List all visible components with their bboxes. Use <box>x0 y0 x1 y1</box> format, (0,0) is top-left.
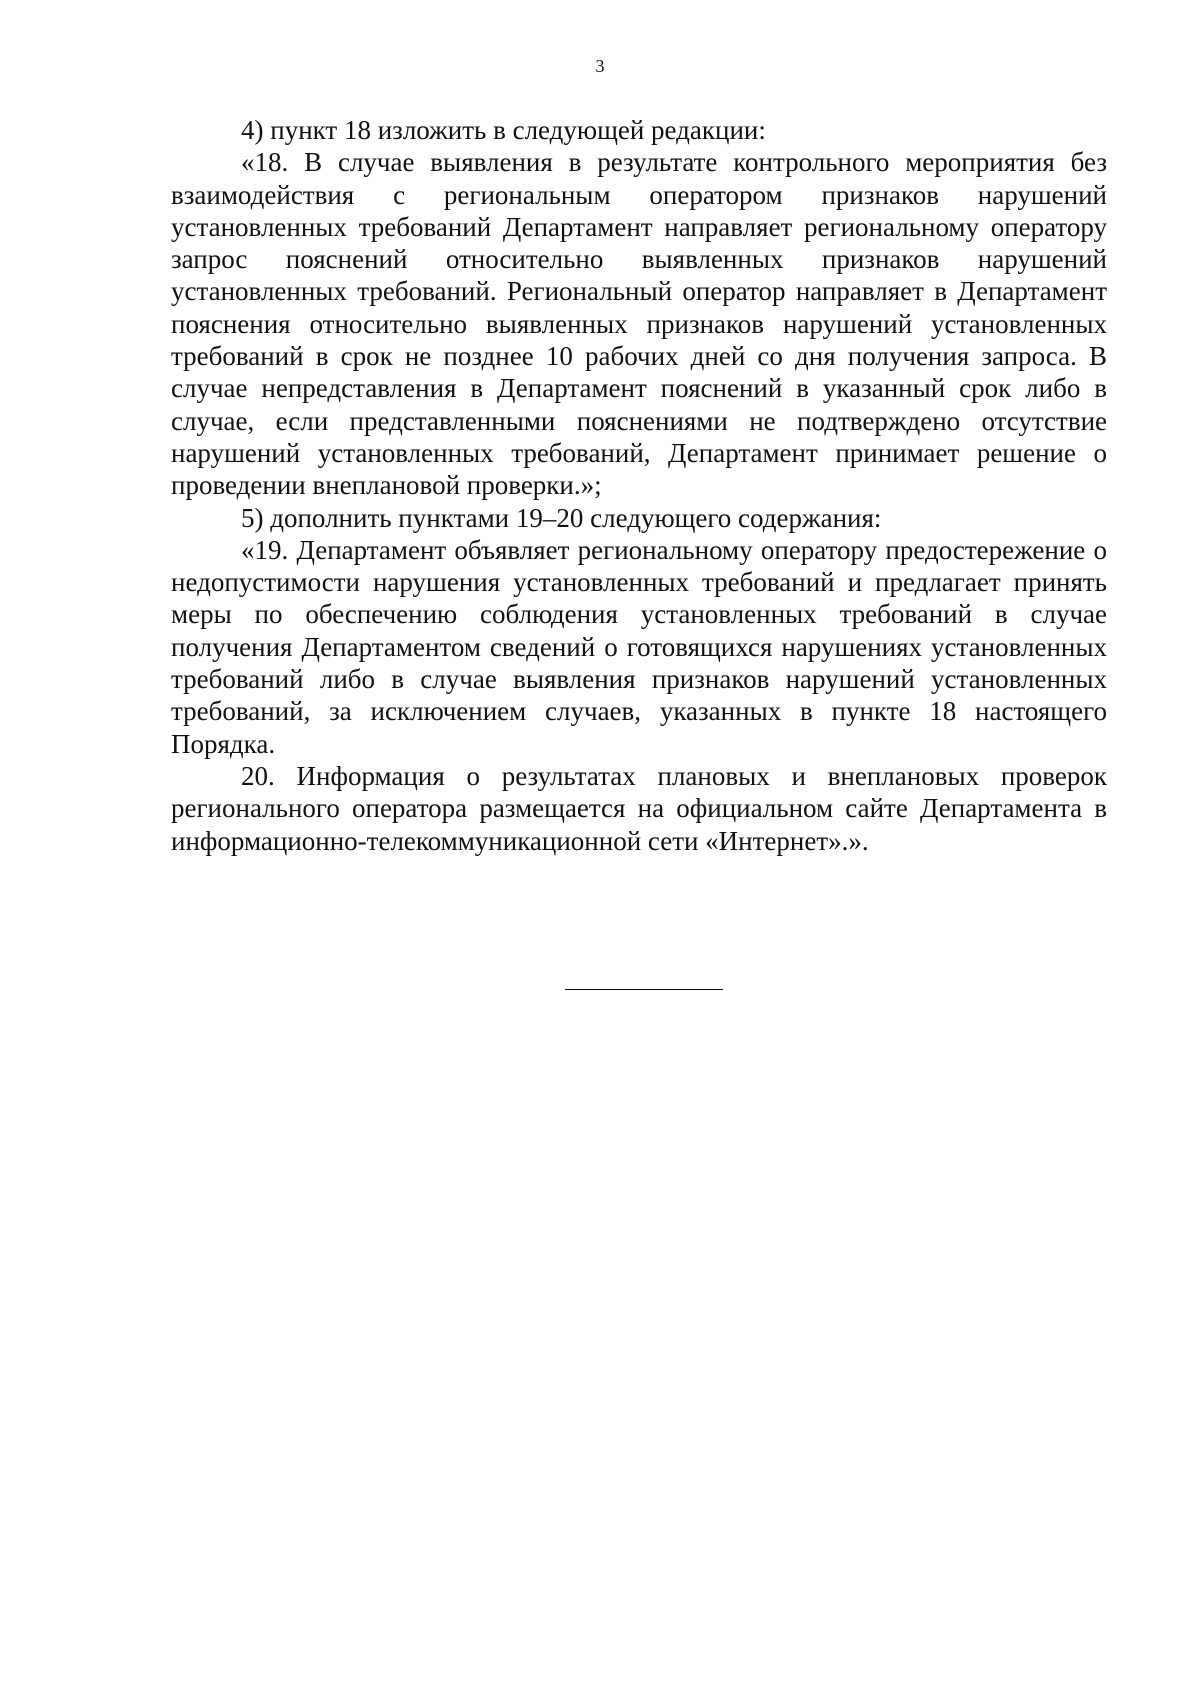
document-end-line <box>565 989 723 990</box>
page-number: 3 <box>595 56 605 76</box>
paragraph-item-4: 4) пункт 18 изложить в следующей редакции: <box>241 115 766 145</box>
paragraph-clause-20: 20. Информация о результатах плановых и внеплановых проверок регионального оператора размещается на официальном сайте Департамента в информационно-телекоммуникационной сети «Интернет».». <box>171 760 1107 856</box>
paragraph-item-5: 5) дополнить пунктами 19–20 следующего содержания: <box>241 502 882 533</box>
document-body <box>171 114 1107 857</box>
paragraph-clause-18: «18. В случае выявления в результате контрольного мероприятия без взаимодействия с региональным оператором признаков нарушений установленных требований Департамент направляет региональному оператору запрос пояснений относительно выявленных признаков нарушений установленных требований. Региональный оператор направляет в Департамент пояснения относительно выявленных признаков нарушений установленных требований в срок не позднее 10 рабочих дней со дня получения запроса. В случае непредставления в Департамент пояснений в указанный срок либо в случае, если представленными пояснениями не подтверждено отсутствие нарушений установленных требований, Департамент принимает решение о проведении внеплановой проверки.»; <box>171 147 1107 501</box>
paragraph-clause-19: «19. Департамент объявляет региональному оператору предостережение о недопустимости нарушения установленных требований и предлагает принять меры по обеспечению соблюдения установленных требований в случае получения Департаментом сведений о готовящихся нарушениях установленных требований либо в случае выявления признаков нарушений установленных требований, за исключением случаев, указанных в пункте 18 настоящего Порядка. <box>171 534 1107 759</box>
